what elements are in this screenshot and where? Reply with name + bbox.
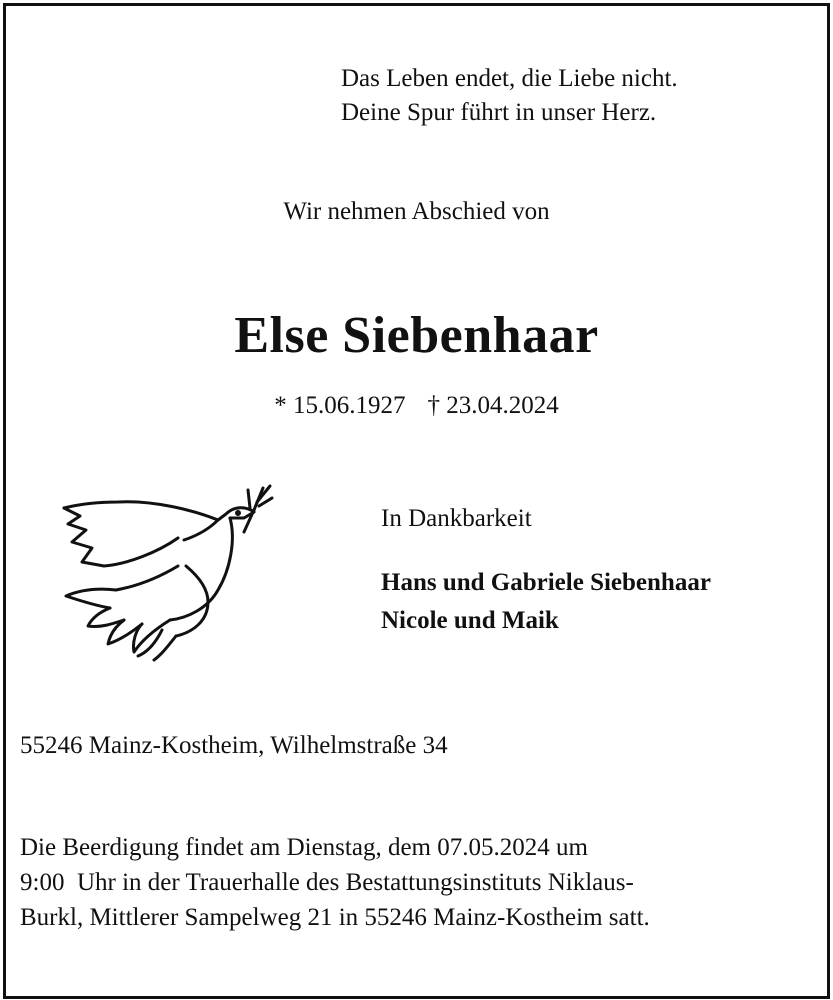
motto-line-2: Deine Spur führt in unser Herz. (341, 99, 657, 126)
thanks-heading: In Dankbarkeit (381, 505, 532, 532)
birth-date: * 15.06.1927 (274, 392, 406, 419)
address: 55246 Mainz-Kostheim, Wilhelmstraße 34 (20, 732, 448, 759)
dove-with-olive-branch-icon (58, 480, 276, 662)
mourner-name: Hans und Gabriele Siebenhaar (381, 569, 711, 596)
funeral-line-2: 9:00 Uhr in der Trauerhalle des Bestattungsinstituts Niklaus- (20, 869, 634, 896)
motto-line-1: Das Leben endet, die Liebe nicht. (341, 65, 678, 92)
funeral-line-1: Die Beerdigung findet am Dienstag, dem 07.05.2024 um (20, 834, 588, 861)
funeral-details (20, 830, 650, 935)
intro-text: Wir nehmen Abschied von (283, 198, 550, 225)
funeral-line-3: Burkl, Mittlerer Sampelweg 21 in 55246 Mainz-Kostheim satt. (20, 904, 650, 931)
mourners-list (381, 564, 711, 640)
life-dates (0, 392, 833, 420)
death-date: † 23.04.2024 (427, 392, 559, 419)
deceased-name: Else Siebenhaar (234, 307, 599, 364)
motto (341, 62, 678, 130)
mourner-name: Nicole und Maik (381, 607, 559, 634)
